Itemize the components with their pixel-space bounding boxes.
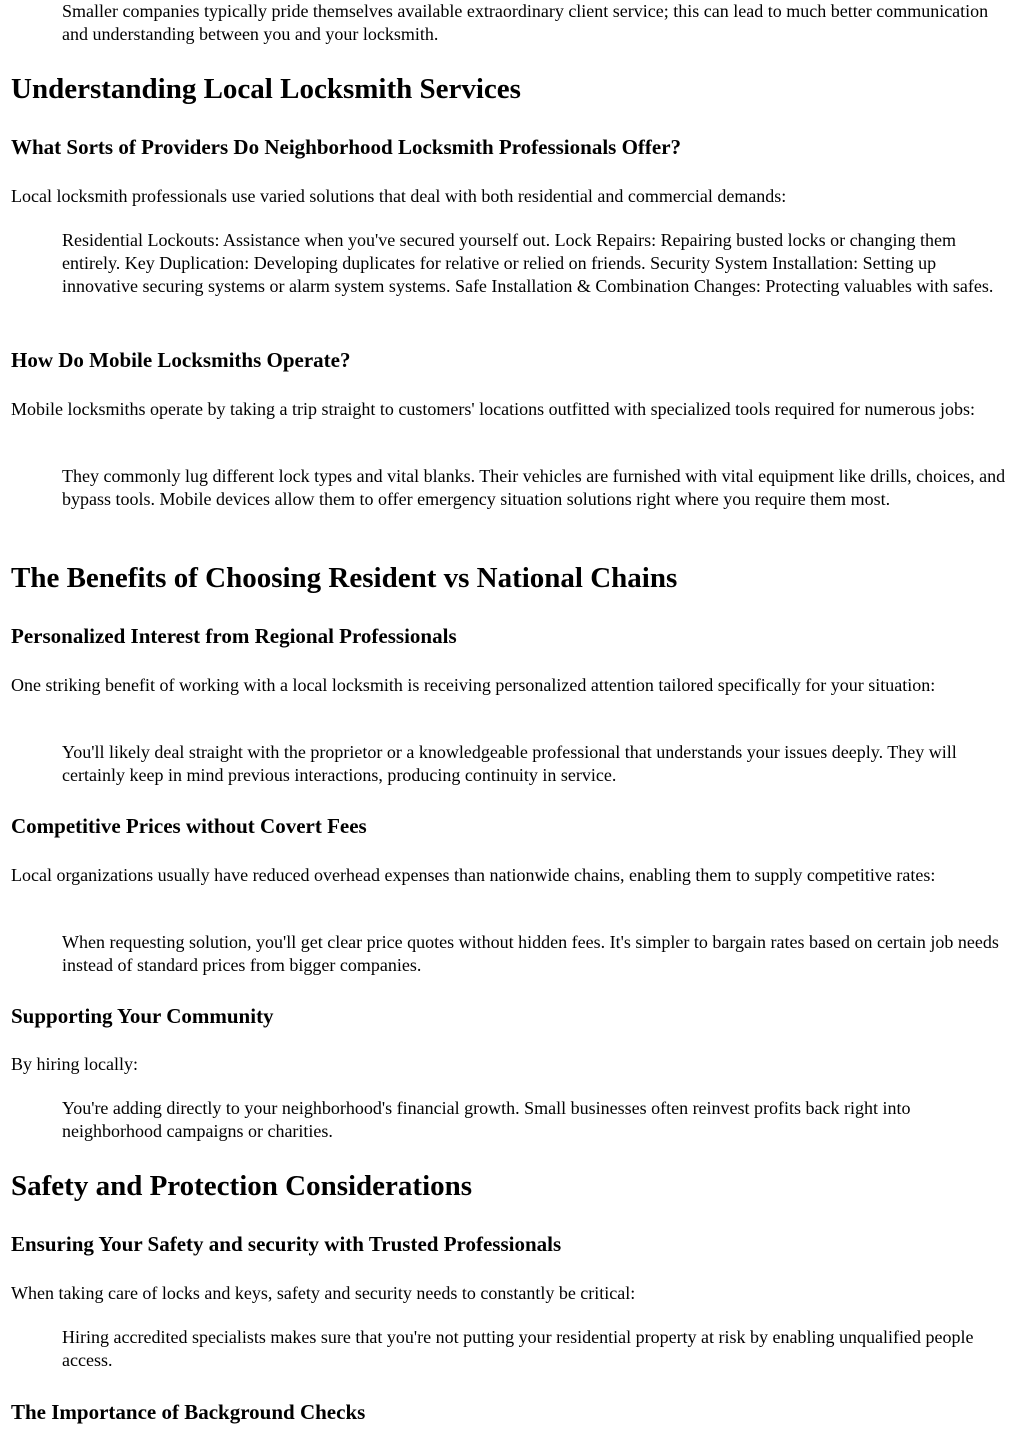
paragraph: Mobile locksmiths operate by taking a trip straight to customers' locations outfitted with specialized tools required for numerous jobs: xyxy=(11,399,976,419)
paragraph: Local locksmith professionals use varied solutions that deal with both residential and commercial demands: xyxy=(11,186,787,206)
blockquote: Hiring accredited specialists makes sure that you're not putting your residential property at risk by enabling unqualified people access. xyxy=(62,1327,974,1370)
section-heading: The Benefits of Choosing Resident vs National Chains xyxy=(11,562,678,594)
section-heading: Understanding Local Locksmith Services xyxy=(11,73,521,105)
section-heading: Safety and Protection Considerations xyxy=(11,1170,473,1202)
paragraph: Local organizations usually have reduced overhead expenses than nationwide chains, enabling them to supply competitive rates: xyxy=(11,865,936,885)
subsection-heading: Competitive Prices without Covert Fees xyxy=(11,814,367,838)
blockquote: Residential Lockouts: Assistance when you've secured yourself out. Lock Repairs: Repairing busted locks or changing them entirely. Key Duplication: Developing duplicates for relative or relied on friends. Security System Installation: Setting up innovative securing systems or alarm system systems. Safe Installation & Combination Changes: Protecting valuables with safes. xyxy=(62,230,994,296)
blockquote: You'll likely deal straight with the proprietor or a knowledgeable professional that understands your issues deeply. They will certainly keep in mind previous interactions, producing continuity in service. xyxy=(62,742,957,785)
paragraph: One striking benefit of working with a local locksmith is receiving personalized attention tailored specifically for your situation: xyxy=(11,675,936,695)
paragraph: By hiring locally: xyxy=(11,1054,138,1074)
subsection-heading: Ensuring Your Safety and security with Trusted Professionals xyxy=(11,1232,562,1256)
intro-quote: Smaller companies typically pride themselves available extraordinary client service; this can lead to much better communication and understanding between you and your locksmith. xyxy=(62,1,989,44)
subsection-heading: What Sorts of Providers Do Neighborhood Locksmith Professionals Offer? xyxy=(11,135,682,159)
subsection-heading: Personalized Interest from Regional Professionals xyxy=(11,624,457,648)
subsection-heading: The Importance of Background Checks xyxy=(11,1400,366,1424)
blockquote: You're adding directly to your neighborhood's financial growth. Small businesses often reinvest profits back right into neighborhood campaigns or charities. xyxy=(62,1098,911,1141)
paragraph: When taking care of locks and keys, safety and security needs to constantly be critical: xyxy=(11,1283,636,1303)
subsection-heading: Supporting Your Community xyxy=(11,1004,274,1028)
subsection-heading: How Do Mobile Locksmiths Operate? xyxy=(11,348,351,372)
blockquote: When requesting solution, you'll get clear price quotes without hidden fees. It's simpler to bargain rates based on certain job needs instead of standard prices from bigger companies. xyxy=(62,932,999,975)
blockquote: They commonly lug different lock types and vital blanks. Their vehicles are furnished with vital equipment like drills, choices, and bypass tools. Mobile devices allow them to offer emergency situation solutions right where you require them most. xyxy=(62,466,1006,509)
